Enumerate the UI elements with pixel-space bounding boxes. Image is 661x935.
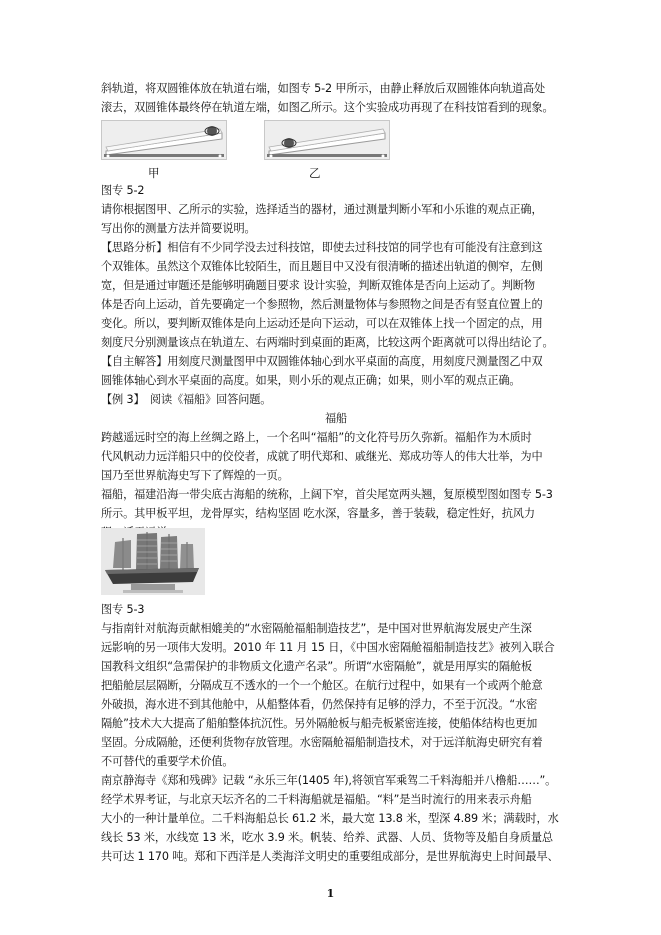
article-line: 线长 53 米，水线宽 13 米，吃水 3.9 米。帆装、给养、武器、人员、货物等及船自身质量总: [101, 831, 553, 844]
analysis-line: 宽，但是通过审题还是能够明确题目要求 设计实验，判断双锥体是否向上运动了。判断物: [101, 279, 535, 292]
article-line: 经学术界考证，与北京天坛齐名的二千料海船就是福船。“料”是当时流行的用来表示舟船: [101, 793, 532, 806]
double-cone-photo-yi: [264, 120, 390, 160]
article-line: 所示。其甲板平坦，龙骨厚实，结构坚固 吃水深，容量多，善于装载，稳定性好，抗风力: [101, 507, 535, 520]
figure-label-yi: 乙: [309, 166, 321, 180]
fuchuan-model-photo: [101, 528, 205, 595]
analysis-line: 刻度尺分别测量该点在轨道左、右两端时到桌面的距离，比较这两个距离就可以得出结论了。: [101, 336, 554, 349]
article-line: 与指南针对航海贡献相媲美的“水密隔舱福船制造技艺”，是中国对世界航海发展史产生深: [101, 622, 532, 635]
article-title: 福船: [324, 412, 348, 425]
article-line: 外破损，海水进不到其他舱中，从船整体看，仍然保持有足够的浮力，不至于沉没。“水密: [101, 698, 538, 711]
article-line: 国教科文组织“急需保护的非物质文化遗产名录”。所谓“水密隔舱”，就是用厚实的隔舱板: [101, 660, 532, 673]
intro-line: 滚去，双圆锥体最终停在轨道左端，如图乙所示。这个实验成功再现了在科技馆看到的现象。: [101, 101, 554, 114]
article-line: 把船舱层层隔断，分隔成互不透水的一个一个舱区。在航行过程中，如果有一个或两个舱意: [101, 679, 543, 692]
question-line: 请你根据图甲、乙所示的实验，选择适当的器材，通过测量判断小军和小乐谁的观点正确，: [101, 203, 543, 216]
intro-line: 斜轨道，将双圆锥体放在轨道右端，如图专 5-2 甲所示，由静止释放后双圆锥体向轨道高处: [101, 82, 546, 95]
article-line: 跨越遥远时空的海上丝绸之路上，一个名叫“福船”的文化符号历久弥新。福船作为木质时: [101, 431, 532, 444]
article-line: 坚固。分成隔舱，还便利货物存放管理。水密隔舱福船制造技术，对于远洋航海史研究有着: [101, 736, 543, 749]
article-line: 隔舱”技术大大提高了船舶整体抗沉性。另外隔舱板与船壳板紧密连接，使船体结构也更加: [101, 717, 538, 730]
figure-label-jia: 甲: [148, 166, 160, 180]
article-line: 大小的一种计量单位。二千料海船总长 61.2 米，最大宽 13.8 米，型深 4.89 米；满载时，水: [101, 812, 559, 825]
answer-line: 【自主解答】用刻度尺测量图甲中双圆锥体轴心到水平桌面的高度，用刻度尺测量图乙中双: [101, 355, 543, 368]
figure-caption: 图专 5-2: [101, 184, 145, 197]
article-line: 代风帆动力远洋船只中的佼佼者，成就了明代郑和、戚继光、郑成功等人的伟大壮举，为中: [101, 450, 543, 463]
analysis-line: 体是否向上运动，首先要确定一个参照物，然后测量物体与参照物之间是否有竖直位置上的: [101, 298, 543, 311]
article-line: 不可替代的重要学术价值。: [101, 755, 234, 768]
analysis-line: 变化。所以，要判断双锥体是向上运动还是向下运动，可以在双锥体上找一个固定的点，用: [101, 317, 543, 330]
article-line: 国乃至世界航海史写下了辉煌的一页。: [101, 469, 289, 482]
figure-caption: 图专 5-3: [101, 603, 145, 616]
answer-line: 圆锥体轴心到水平桌面的高度。如果，则小乐的观点正确；如果，则小军的观点正确。: [101, 374, 521, 387]
analysis-line: 个双锥体。虽然这个双锥体比较陌生，而且题目中又没有很清晰的描述出轨道的侧窄，左侧: [101, 260, 543, 273]
article-line: 南京静海寺《郑和残碑》记载 “永乐三年(1405 年),将领官军乘驾二千料海船并八橹船……”。: [101, 774, 557, 787]
article-line: 福船，福建沿海一带尖底古海船的统称，上阔下窄，首尖尾宽两头翘，复原模型图如图专 5-3: [101, 488, 553, 501]
question-line: 写出你的测量方法并简要说明。: [101, 222, 256, 235]
analysis-line: 【思路分析】相信有不少同学没去过科技馆，即使去过科技馆的同学也有可能没有注意到这: [101, 241, 543, 254]
article-line: 共可达 1 170 吨。郑和下西洋是人类海洋文明史的重要组成部分，是世界航海史上时间最早、: [101, 850, 559, 863]
article-line: 远影响的另一项伟大发明。2010 年 11 月 15 日，《中国水密隔舱福船制造技艺》被列入联合: [101, 641, 555, 654]
example-heading: 【例 3】 阅读《福船》回答问题。: [101, 393, 272, 406]
page-number: 1: [326, 887, 335, 900]
double-cone-photo-jia: [101, 120, 227, 160]
